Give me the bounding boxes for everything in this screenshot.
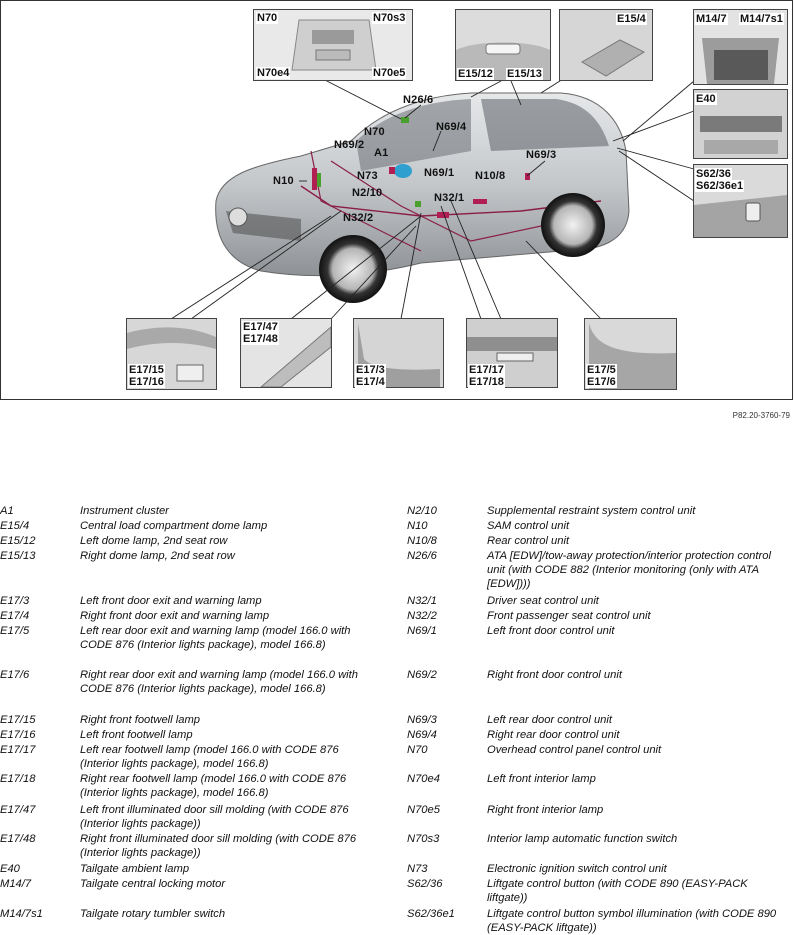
figure-reference-code: P82.20-3760-79 [732, 411, 790, 420]
label-e40: E40 [696, 93, 716, 105]
label-n70e5: N70e5 [373, 67, 406, 79]
component-location-figure [0, 0, 793, 400]
legend-code: N69/4 [407, 729, 437, 741]
callout-n2-10: N2/10 [352, 187, 383, 199]
legend-code: N26/6 [407, 550, 437, 562]
inset-rear-footwell [466, 318, 558, 388]
legend-code: M14/7s1 [0, 908, 43, 920]
legend-code: N70e4 [407, 773, 440, 785]
a1-marker [394, 164, 412, 178]
legend-desc: Tailgate rotary tumbler switch [80, 908, 226, 920]
legend-desc: Left front door control unit [487, 625, 615, 637]
legend-code: N69/2 [407, 669, 437, 681]
callout-n32-2: N32/2 [343, 212, 374, 224]
label-e17-6: E17/6 [587, 376, 616, 388]
legend-code: E17/15 [0, 714, 36, 726]
legend-desc: Left dome lamp, 2nd seat row [80, 535, 228, 547]
n73-marker [389, 167, 395, 174]
legend-code: E17/17 [0, 744, 36, 756]
inset-front-door-lamp [353, 318, 444, 388]
inset-front-footwell [126, 318, 217, 390]
legend-desc: SAM control unit [487, 520, 570, 532]
callout-n69-1: N69/1 [424, 167, 455, 179]
legend-code: E17/16 [0, 729, 36, 741]
label-e17-16: E17/16 [129, 376, 164, 388]
legend-desc: Driver seat control unit [487, 595, 599, 607]
legend-desc: Left front interior lamp [487, 773, 596, 785]
label-e17-3: E17/3 [356, 364, 385, 376]
legend-code: N32/1 [407, 595, 437, 607]
legend-code: M14/7 [0, 878, 32, 890]
label-e15-4: E15/4 [617, 13, 646, 25]
label-s62-36: S62/36 [696, 168, 731, 180]
legend-code: N10 [407, 520, 428, 532]
legend-code: A1 [0, 505, 14, 517]
legend-desc: Right rear footwell lamp (model 166.0 with CODE 876 (Interior lights package), model 166.8) [80, 773, 347, 799]
legend-desc: Right dome lamp, 2nd seat row [80, 550, 235, 562]
inset-rear-door-lamp [584, 318, 677, 390]
inset-load-dome-lamp [559, 9, 653, 81]
inset-tailgate-ambient [693, 89, 788, 159]
legend-desc: Tailgate ambient lamp [80, 863, 190, 875]
label-n70: N70 [257, 12, 278, 24]
n2-10-marker [415, 201, 421, 207]
legend-desc: Tailgate central locking motor [80, 878, 226, 890]
label-s62-36e1: S62/36e1 [696, 180, 744, 192]
label-m14-7: M14/7 [696, 13, 727, 25]
callout-n10: N10 [273, 175, 294, 187]
legend-code: E17/6 [0, 669, 30, 681]
inset-door-sill [240, 318, 332, 388]
callout-a1: A1 [374, 147, 389, 159]
legend-desc: Central load compartment dome lamp [80, 520, 268, 532]
n10-marker-green [317, 173, 321, 187]
callout-n32-1: N32/1 [434, 192, 465, 204]
legend-desc: Right front door control unit [487, 669, 622, 681]
legend-code: N10/8 [407, 535, 437, 547]
legend-code: E15/13 [0, 550, 36, 562]
legend-code: E40 [0, 863, 20, 875]
label-e17-17: E17/17 [469, 364, 504, 376]
callout-n70: N70 [364, 126, 385, 138]
inset-overhead-panel [253, 9, 413, 81]
inset-tailgate-lock [693, 9, 788, 85]
legend-code: N70 [407, 744, 428, 756]
legend-code: N32/2 [407, 610, 437, 622]
legend-desc: Right front illuminated door sill molding (with CODE 876 (Interior lights package)) [80, 833, 357, 859]
n10-8-marker [473, 199, 487, 204]
legend-code: E17/18 [0, 773, 36, 785]
legend-code: E17/48 [0, 833, 36, 845]
legend-code: N70e5 [407, 804, 440, 816]
legend-desc: Right front interior lamp [487, 804, 604, 816]
callout-n69-4: N69/4 [436, 121, 467, 133]
legend-code: E17/3 [0, 595, 30, 607]
label-m14-7s1: M14/7s1 [740, 13, 783, 25]
legend-desc: Rear control unit [487, 535, 570, 547]
callout-n69-3: N69/3 [526, 149, 557, 161]
legend-code: N70s3 [407, 833, 440, 845]
legend-code: E17/47 [0, 804, 36, 816]
legend-desc: Electronic ignition switch control unit [487, 863, 667, 875]
label-e17-18: E17/18 [469, 376, 504, 388]
label-n70s3: N70s3 [373, 12, 406, 24]
n10-marker [312, 168, 317, 190]
label-e17-4: E17/4 [356, 376, 385, 388]
legend-desc: Front passenger seat control unit [487, 610, 651, 622]
legend-desc: Liftgate control button symbol illumination (with CODE 890 (EASY-PACK liftgate)) [487, 908, 777, 934]
label-e15-12: E15/12 [458, 68, 493, 80]
legend-desc: Right front footwell lamp [80, 714, 201, 726]
legend-code: E17/4 [0, 610, 30, 622]
inset-liftgate-button [693, 164, 788, 238]
callout-n69-2: N69/2 [334, 139, 365, 151]
legend-code: E15/12 [0, 535, 36, 547]
legend-desc: Left front door exit and warning lamp [80, 595, 262, 607]
label-e15-13: E15/13 [507, 68, 542, 80]
legend-desc: Left front footwell lamp [80, 729, 193, 741]
legend-code: E15/4 [0, 520, 30, 532]
legend-desc: Overhead control panel control unit [487, 744, 662, 756]
callout-n26-6: N26/6 [403, 94, 434, 106]
legend-desc: Supplemental restraint system control unit [487, 505, 696, 517]
legend-code: N73 [407, 863, 428, 875]
label-e17-48: E17/48 [243, 333, 278, 345]
callout-n73: N73 [357, 170, 378, 182]
label-e17-5: E17/5 [587, 364, 616, 376]
legend-desc: ATA [EDW]/tow-away protection/interior protection control unit (with CODE 882 (Interior monitoring (only with ATA [EDW]))) [487, 550, 771, 590]
legend-desc: Interior lamp automatic function switch [487, 833, 678, 845]
legend-desc: Right front door exit and warning lamp [80, 610, 270, 622]
legend-code: S62/36e1 [407, 908, 455, 920]
legend-desc: Left rear footwell lamp (model 166.0 with CODE 876 (Interior lights package), model 166.8) [80, 744, 339, 770]
legend-code: E17/5 [0, 625, 30, 637]
label-e17-15: E17/15 [129, 364, 164, 376]
inset-dome-lamps [455, 9, 551, 81]
legend-desc: Left rear door exit and warning lamp (model 166.0 with CODE 876 (Interior lights package), model 166.8) [80, 625, 351, 651]
legend-desc: Left front illuminated door sill molding (with CODE 876 (Interior lights package)) [80, 804, 349, 830]
legend-desc: Right rear door exit and warning lamp (model 166.0 with CODE 876 (Interior lights package), model 166.8) [80, 669, 358, 695]
legend-code: S62/36 [407, 878, 443, 890]
legend-code: N69/3 [407, 714, 437, 726]
legend-desc: Liftgate control button (with CODE 890 (EASY-PACK liftgate)) [487, 878, 748, 904]
callout-n10-8: N10/8 [475, 170, 506, 182]
legend-desc: Instrument cluster [80, 505, 169, 517]
legend-code: N2/10 [407, 505, 437, 517]
legend-desc: Left rear door control unit [487, 714, 612, 726]
label-e17-47: E17/47 [243, 321, 278, 333]
legend-code: N69/1 [407, 625, 437, 637]
label-n70e4: N70e4 [257, 67, 290, 79]
legend-desc: Right rear door control unit [487, 729, 620, 741]
rear-wheel [541, 193, 605, 257]
